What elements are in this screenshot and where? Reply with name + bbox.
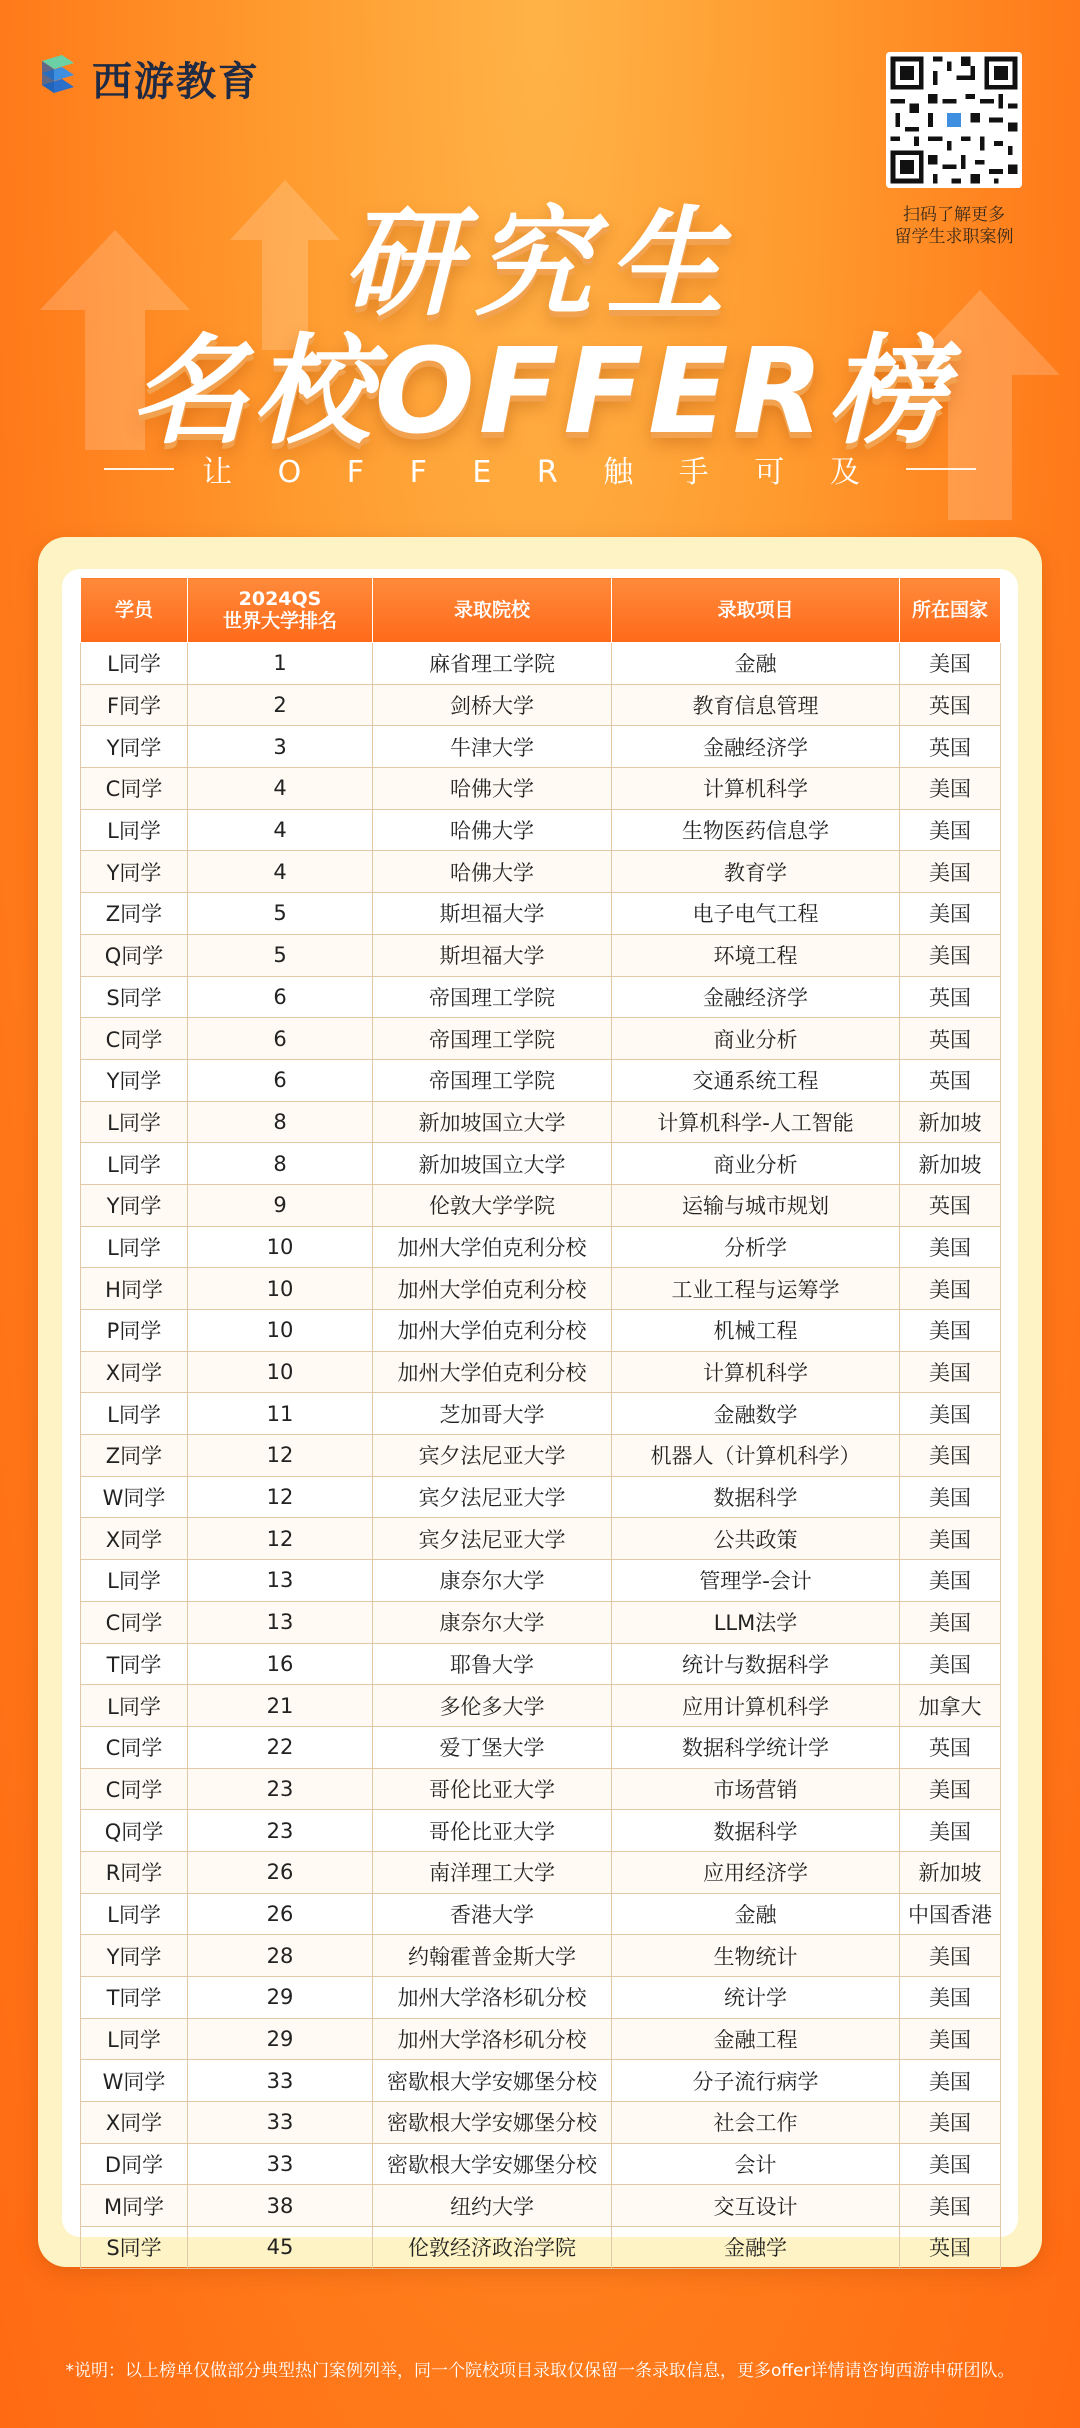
cell-student: S同学 <box>81 976 188 1018</box>
cell-student: L同学 <box>81 1893 188 1935</box>
cell-university: 帝国理工学院 <box>373 976 612 1018</box>
cell-program: 社会工作 <box>612 2102 900 2144</box>
header-qs-rank: 2024QS 世界大学排名 <box>188 578 373 643</box>
header-program: 录取项目 <box>612 578 900 643</box>
table-row <box>81 1601 1001 1643</box>
cell-country: 英国 <box>900 726 1001 768</box>
cell-program: 金融经济学 <box>612 726 900 768</box>
cell-qs-rank: 4 <box>188 851 373 893</box>
cell-country: 英国 <box>900 1059 1001 1101</box>
cell-student: W同学 <box>81 2060 188 2102</box>
table-row <box>81 1268 1001 1310</box>
table-row <box>81 1101 1001 1143</box>
cell-program: 金融经济学 <box>612 976 900 1018</box>
footnote: *说明：以上榜单仅做部分典型热门案例列举，同一个院校项目录取仅保留一条录取信息，更多offer详情请咨询西游申研团队。 <box>65 2361 1015 2381</box>
cell-country: 新加坡 <box>900 1101 1001 1143</box>
cell-university: 宾夕法尼亚大学 <box>373 1435 612 1477</box>
cell-student: Y同学 <box>81 1059 188 1101</box>
brand-name: 西游教育 <box>92 59 260 105</box>
table-row <box>81 1685 1001 1727</box>
cell-university: 新加坡国立大学 <box>373 1101 612 1143</box>
cell-program: 环境工程 <box>612 934 900 976</box>
cell-student: C同学 <box>81 1726 188 1768</box>
table-row <box>81 1393 1001 1435</box>
cell-university: 斯坦福大学 <box>373 893 612 935</box>
cell-country: 新加坡 <box>900 1143 1001 1185</box>
table-row <box>81 809 1001 851</box>
cell-country: 美国 <box>900 1268 1001 1310</box>
cell-program: 电子电气工程 <box>612 893 900 935</box>
main-title-line2: 名校OFFER榜 <box>130 322 950 460</box>
cell-country: 美国 <box>900 768 1001 810</box>
cell-student: Y同学 <box>81 1935 188 1977</box>
cell-program: 教育信息管理 <box>612 684 900 726</box>
table-row <box>81 1726 1001 1768</box>
cell-program: 分子流行病学 <box>612 2060 900 2102</box>
cell-country: 美国 <box>900 2185 1001 2227</box>
cell-qs-rank: 10 <box>188 1268 373 1310</box>
cell-student: T同学 <box>81 1977 188 2019</box>
header-university: 录取院校 <box>373 578 612 643</box>
cell-university: 加州大学伯克利分校 <box>373 1351 612 1393</box>
cell-qs-rank: 33 <box>188 2060 373 2102</box>
table-row <box>81 1810 1001 1852</box>
header-country: 所在国家 <box>900 578 1001 643</box>
cell-program: 机械工程 <box>612 1310 900 1352</box>
cell-program: 生物医药信息学 <box>612 809 900 851</box>
table-row <box>81 1059 1001 1101</box>
cell-university: 牛津大学 <box>373 726 612 768</box>
cell-country: 美国 <box>900 1560 1001 1602</box>
cell-program: 数据科学 <box>612 1476 900 1518</box>
cell-student: L同学 <box>81 809 188 851</box>
cell-qs-rank: 3 <box>188 726 373 768</box>
cell-country: 美国 <box>900 1435 1001 1477</box>
cell-country: 美国 <box>900 2018 1001 2060</box>
cell-program: 运输与城市规划 <box>612 1184 900 1226</box>
cell-qs-rank: 13 <box>188 1601 373 1643</box>
cell-program: 应用经济学 <box>612 1851 900 1893</box>
cell-university: 哥伦比亚大学 <box>373 1810 612 1852</box>
cell-qs-rank: 10 <box>188 1351 373 1393</box>
cell-university: 剑桥大学 <box>373 684 612 726</box>
cell-student: C同学 <box>81 1768 188 1810</box>
cell-country: 美国 <box>900 934 1001 976</box>
cell-student: L同学 <box>81 643 188 685</box>
cell-program: 分析学 <box>612 1226 900 1268</box>
cell-country: 美国 <box>900 809 1001 851</box>
table-row <box>81 768 1001 810</box>
cell-country: 美国 <box>900 1643 1001 1685</box>
cell-program: 金融数学 <box>612 1393 900 1435</box>
cell-qs-rank: 6 <box>188 1059 373 1101</box>
cell-university: 加州大学伯克利分校 <box>373 1310 612 1352</box>
cell-program: 机器人（计算机科学） <box>612 1435 900 1477</box>
table-header-row <box>81 578 1001 643</box>
cell-program: 数据科学统计学 <box>612 1726 900 1768</box>
table-row <box>81 851 1001 893</box>
cell-student: Y同学 <box>81 1184 188 1226</box>
cell-country: 美国 <box>900 1393 1001 1435</box>
cell-country: 美国 <box>900 1810 1001 1852</box>
cell-qs-rank: 33 <box>188 2143 373 2185</box>
brand-logo-icon <box>38 53 78 105</box>
cell-university: 加州大学伯克利分校 <box>373 1268 612 1310</box>
table-row <box>81 726 1001 768</box>
cell-student: X同学 <box>81 1351 188 1393</box>
cell-student: Y同学 <box>81 851 188 893</box>
table-row <box>81 934 1001 976</box>
cell-program: 金融学 <box>612 2227 900 2269</box>
cell-country: 美国 <box>900 1768 1001 1810</box>
cell-qs-rank: 12 <box>188 1435 373 1477</box>
cell-student: R同学 <box>81 1851 188 1893</box>
cell-university: 纽约大学 <box>373 2185 612 2227</box>
cell-country: 美国 <box>900 851 1001 893</box>
cell-country: 美国 <box>900 2060 1001 2102</box>
table-row <box>81 1184 1001 1226</box>
cell-country: 中国香港 <box>900 1893 1001 1935</box>
cell-qs-rank: 8 <box>188 1143 373 1185</box>
cell-qs-rank: 38 <box>188 2185 373 2227</box>
cell-program: 交通系统工程 <box>612 1059 900 1101</box>
cell-student: Z同学 <box>81 1435 188 1477</box>
cell-university: 哈佛大学 <box>373 809 612 851</box>
table-row <box>81 1310 1001 1352</box>
cell-university: 宾夕法尼亚大学 <box>373 1476 612 1518</box>
cell-program: 统计学 <box>612 1977 900 2019</box>
cell-country: 美国 <box>900 1226 1001 1268</box>
table-row <box>81 2227 1001 2269</box>
cell-university: 康奈尔大学 <box>373 1560 612 1602</box>
cell-student: L同学 <box>81 1143 188 1185</box>
cell-program: LLM法学 <box>612 1601 900 1643</box>
cell-qs-rank: 28 <box>188 1935 373 1977</box>
cell-university: 新加坡国立大学 <box>373 1143 612 1185</box>
table-row <box>81 1226 1001 1268</box>
offer-table-card <box>38 537 1042 2267</box>
cell-university: 密歇根大学安娜堡分校 <box>373 2143 612 2185</box>
cell-university: 帝国理工学院 <box>373 1018 612 1060</box>
cell-program: 会计 <box>612 2143 900 2185</box>
cell-qs-rank: 4 <box>188 768 373 810</box>
cell-student: L同学 <box>81 2018 188 2060</box>
table-row <box>81 1476 1001 1518</box>
cell-student: L同学 <box>81 1685 188 1727</box>
table-row <box>81 1143 1001 1185</box>
cell-qs-rank: 11 <box>188 1393 373 1435</box>
offer-table <box>80 577 1001 2269</box>
cell-program: 管理学-会计 <box>612 1560 900 1602</box>
cell-university: 爱丁堡大学 <box>373 1726 612 1768</box>
cell-qs-rank: 23 <box>188 1768 373 1810</box>
cell-qs-rank: 8 <box>188 1101 373 1143</box>
table-row <box>81 1018 1001 1060</box>
table-row <box>81 893 1001 935</box>
cell-country: 英国 <box>900 1184 1001 1226</box>
cell-student: L同学 <box>81 1393 188 1435</box>
cell-qs-rank: 21 <box>188 1685 373 1727</box>
cell-qs-rank: 5 <box>188 934 373 976</box>
cell-country: 英国 <box>900 684 1001 726</box>
cell-qs-rank: 9 <box>188 1184 373 1226</box>
cell-qs-rank: 12 <box>188 1518 373 1560</box>
cell-program: 应用计算机科学 <box>612 1685 900 1727</box>
cell-program: 计算机科学 <box>612 1351 900 1393</box>
qr-caption-line1: 扫码了解更多 <box>903 205 1005 225</box>
slogan: 让 O F F E R 触 手 可 及 <box>202 455 878 490</box>
cell-qs-rank: 1 <box>188 643 373 685</box>
cell-student: C同学 <box>81 1601 188 1643</box>
cell-student: X同学 <box>81 2102 188 2144</box>
table-row <box>81 2018 1001 2060</box>
main-title-line1: 研究生 <box>341 194 738 332</box>
cell-qs-rank: 2 <box>188 684 373 726</box>
cell-university: 耶鲁大学 <box>373 1643 612 1685</box>
table-row <box>81 684 1001 726</box>
table-row <box>81 2185 1001 2227</box>
cell-student: C同学 <box>81 768 188 810</box>
table-row <box>81 976 1001 1018</box>
cell-student: W同学 <box>81 1476 188 1518</box>
cell-university: 香港大学 <box>373 1893 612 1935</box>
cell-student: S同学 <box>81 2227 188 2269</box>
cell-country: 美国 <box>900 1935 1001 1977</box>
cell-country: 美国 <box>900 1601 1001 1643</box>
cell-program: 生物统计 <box>612 1935 900 1977</box>
cell-university: 芝加哥大学 <box>373 1393 612 1435</box>
cell-university: 加州大学伯克利分校 <box>373 1226 612 1268</box>
cell-university: 麻省理工学院 <box>373 643 612 685</box>
cell-qs-rank: 29 <box>188 2018 373 2060</box>
cell-student: L同学 <box>81 1101 188 1143</box>
cell-student: F同学 <box>81 684 188 726</box>
cell-country: 美国 <box>900 2143 1001 2185</box>
cell-qs-rank: 29 <box>188 1977 373 2019</box>
cell-program: 教育学 <box>612 851 900 893</box>
cell-university: 密歇根大学安娜堡分校 <box>373 2102 612 2144</box>
cell-university: 康奈尔大学 <box>373 1601 612 1643</box>
cell-country: 美国 <box>900 1310 1001 1352</box>
cell-student: D同学 <box>81 2143 188 2185</box>
cell-program: 计算机科学 <box>612 768 900 810</box>
table-row <box>81 2060 1001 2102</box>
cell-student: M同学 <box>81 2185 188 2227</box>
cell-country: 英国 <box>900 2227 1001 2269</box>
table-row <box>81 2143 1001 2185</box>
table-row <box>81 1893 1001 1935</box>
cell-country: 加拿大 <box>900 1685 1001 1727</box>
cell-university: 哈佛大学 <box>373 851 612 893</box>
cell-country: 新加坡 <box>900 1851 1001 1893</box>
table-row <box>81 643 1001 685</box>
cell-program: 金融 <box>612 643 900 685</box>
cell-program: 公共政策 <box>612 1518 900 1560</box>
cell-student: T同学 <box>81 1643 188 1685</box>
cell-country: 美国 <box>900 643 1001 685</box>
cell-qs-rank: 22 <box>188 1726 373 1768</box>
cell-country: 美国 <box>900 2102 1001 2144</box>
cell-qs-rank: 10 <box>188 1310 373 1352</box>
table-row <box>81 1518 1001 1560</box>
cell-program: 金融 <box>612 1893 900 1935</box>
cell-university: 伦敦经济政治学院 <box>373 2227 612 2269</box>
cell-country: 美国 <box>900 1977 1001 2019</box>
cell-qs-rank: 45 <box>188 2227 373 2269</box>
table-row <box>81 1768 1001 1810</box>
cell-qs-rank: 26 <box>188 1893 373 1935</box>
cell-qs-rank: 10 <box>188 1226 373 1268</box>
cell-qs-rank: 23 <box>188 1810 373 1852</box>
cell-student: P同学 <box>81 1310 188 1352</box>
cell-country: 英国 <box>900 1726 1001 1768</box>
table-row <box>81 1560 1001 1602</box>
cell-qs-rank: 4 <box>188 809 373 851</box>
cell-program: 计算机科学-人工智能 <box>612 1101 900 1143</box>
cell-program: 市场营销 <box>612 1768 900 1810</box>
cell-country: 美国 <box>900 1351 1001 1393</box>
cell-program: 商业分析 <box>612 1143 900 1185</box>
cell-university: 密歇根大学安娜堡分校 <box>373 2060 612 2102</box>
cell-university: 帝国理工学院 <box>373 1059 612 1101</box>
cell-university: 加州大学洛杉矶分校 <box>373 2018 612 2060</box>
cell-qs-rank: 16 <box>188 1643 373 1685</box>
table-row <box>81 1435 1001 1477</box>
cell-university: 哈佛大学 <box>373 768 612 810</box>
cell-student: L同学 <box>81 1560 188 1602</box>
header-student: 学员 <box>81 578 188 643</box>
cell-university: 斯坦福大学 <box>373 934 612 976</box>
cell-student: C同学 <box>81 1018 188 1060</box>
cell-student: Q同学 <box>81 934 188 976</box>
cell-qs-rank: 33 <box>188 2102 373 2144</box>
cell-student: L同学 <box>81 1226 188 1268</box>
cell-qs-rank: 6 <box>188 1018 373 1060</box>
cell-university: 加州大学洛杉矶分校 <box>373 1977 612 2019</box>
cell-qs-rank: 6 <box>188 976 373 1018</box>
cell-qs-rank: 12 <box>188 1476 373 1518</box>
cell-university: 哥伦比亚大学 <box>373 1768 612 1810</box>
cell-qs-rank: 26 <box>188 1851 373 1893</box>
cell-university: 多伦多大学 <box>373 1685 612 1727</box>
brand <box>38 50 260 107</box>
cell-program: 数据科学 <box>612 1810 900 1852</box>
cell-student: Z同学 <box>81 893 188 935</box>
cell-program: 商业分析 <box>612 1018 900 1060</box>
cell-country: 美国 <box>900 1476 1001 1518</box>
cell-student: Y同学 <box>81 726 188 768</box>
cell-university: 伦敦大学学院 <box>373 1184 612 1226</box>
cell-student: Q同学 <box>81 1810 188 1852</box>
cell-university: 南洋理工大学 <box>373 1851 612 1893</box>
cell-qs-rank: 13 <box>188 1560 373 1602</box>
cell-university: 约翰霍普金斯大学 <box>373 1935 612 1977</box>
cell-country: 美国 <box>900 893 1001 935</box>
cell-country: 英国 <box>900 1018 1001 1060</box>
table-row <box>81 1977 1001 2019</box>
cell-student: X同学 <box>81 1518 188 1560</box>
table-row <box>81 2102 1001 2144</box>
cell-program: 金融工程 <box>612 2018 900 2060</box>
cell-program: 工业工程与运筹学 <box>612 1268 900 1310</box>
cell-qs-rank: 5 <box>188 893 373 935</box>
qr-caption-line2: 留学生求职案例 <box>894 227 1014 247</box>
cell-program: 统计与数据科学 <box>612 1643 900 1685</box>
cell-program: 交互设计 <box>612 2185 900 2227</box>
table-row <box>81 1935 1001 1977</box>
cell-country: 美国 <box>900 1518 1001 1560</box>
slogan-divider-left <box>104 468 174 470</box>
slogan-divider-right <box>906 468 976 470</box>
table-row <box>81 1851 1001 1893</box>
cell-university: 宾夕法尼亚大学 <box>373 1518 612 1560</box>
table-row <box>81 1351 1001 1393</box>
cell-country: 英国 <box>900 976 1001 1018</box>
slogan-row <box>0 447 1080 491</box>
table-row <box>81 1643 1001 1685</box>
cell-student: H同学 <box>81 1268 188 1310</box>
